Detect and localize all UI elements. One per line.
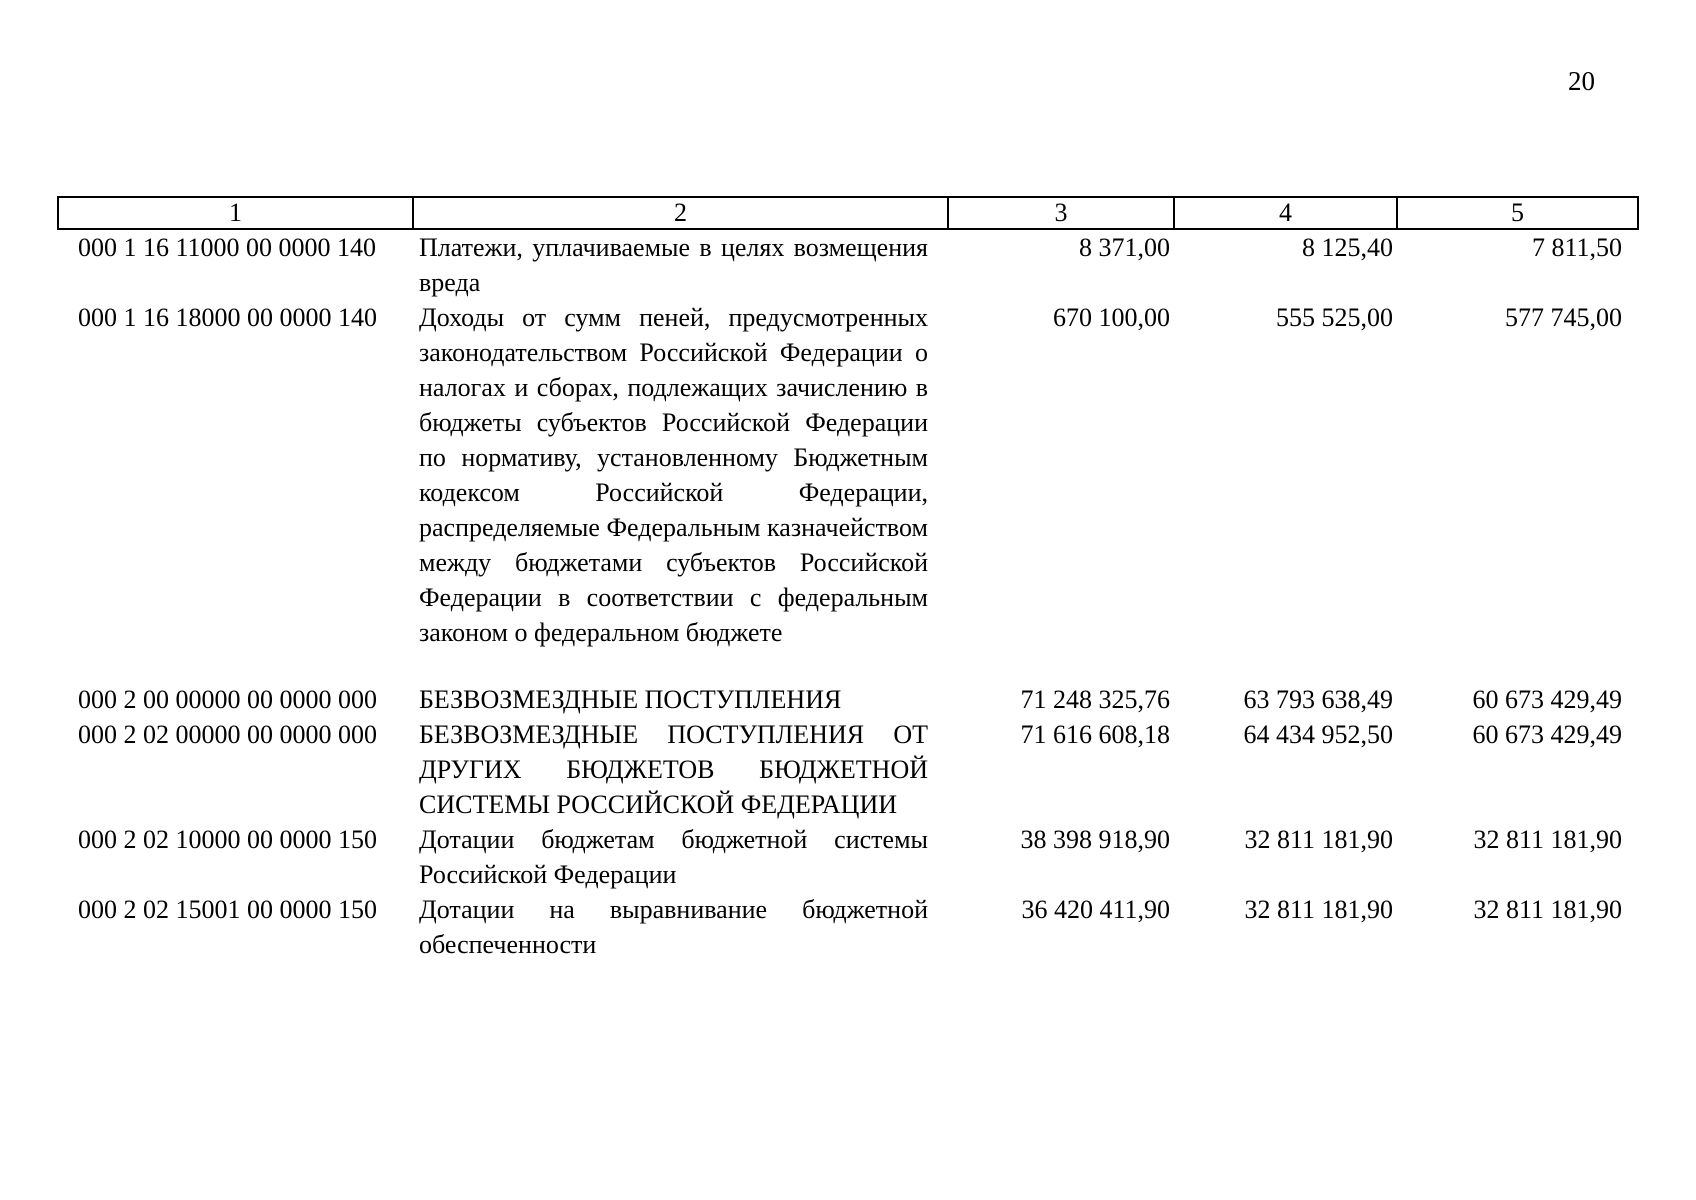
table-row (58, 300, 1638, 650)
table-row (58, 892, 1638, 962)
header-row (58, 197, 1638, 229)
item-name: Платежи, уплачиваемые в целях возмещения вреда (419, 233, 928, 297)
value-col-3: 670 100,00 (1053, 303, 1170, 332)
budget-code: 000 2 02 15001 00 0000 150 (78, 895, 377, 924)
value-col-5: 577 745,00 (1505, 303, 1622, 332)
budget-table (57, 196, 1639, 962)
page-number: 20 (1568, 66, 1595, 96)
value-col-3: 8 371,00 (1079, 233, 1170, 262)
header-col-5: 5 (1397, 197, 1638, 229)
value-col-4: 32 811 181,90 (1244, 825, 1393, 854)
value-col-5: 32 811 181,90 (1473, 825, 1622, 854)
value-col-5: 60 673 429,49 (1472, 720, 1622, 749)
budget-code: 000 2 02 00000 00 0000 000 (78, 720, 377, 749)
value-col-3: 71 616 608,18 (1020, 720, 1170, 749)
item-name: БЕЗВОЗМЕЗДНЫЕ ПОСТУПЛЕНИЯ (419, 685, 842, 714)
header-col-1: 1 (58, 197, 413, 229)
budget-code: 000 2 00 00000 00 0000 000 (78, 685, 377, 714)
budget-code: 000 2 02 10000 00 0000 150 (78, 825, 377, 854)
header-col-2: 2 (413, 197, 948, 229)
value-col-4: 64 434 952,50 (1243, 720, 1393, 749)
item-name: Дотации на выравнивание бюджетной обеспеченности (419, 895, 928, 959)
item-name: Доходы от сумм пеней, предусмотренных законодательством Российской Федерации о налогах и сборах, подлежащих зачислению в бюджеты субъектов Российской Федерации по нормативу, установленному Бюджетным кодексом Российской Федерации, распределяемые Федеральным казначейством между бюджетами субъектов Российской Федерации в соответствии с федеральным законом о федеральном бюджете (419, 303, 928, 647)
item-name: Дотации бюджетам бюджетной системы Российской Федерации (419, 825, 928, 889)
budget-code: 000 1 16 18000 00 0000 140 (78, 303, 377, 332)
table-header (58, 197, 1638, 229)
value-col-4: 63 793 638,49 (1243, 685, 1393, 714)
value-col-4: 555 525,00 (1276, 303, 1393, 332)
value-col-3: 38 398 918,90 (1020, 825, 1170, 854)
header-col-3: 3 (948, 197, 1174, 229)
table-row (58, 822, 1638, 892)
value-col-3: 36 420 411,90 (1021, 895, 1170, 924)
budget-code: 000 1 16 11000 00 0000 140 (78, 233, 377, 262)
header-col-4: 4 (1174, 197, 1397, 229)
table-row (58, 717, 1638, 822)
value-col-4: 32 811 181,90 (1244, 895, 1393, 924)
table-row (58, 229, 1638, 300)
item-name: БЕЗВОЗМЕЗДНЫЕ ПОСТУПЛЕНИЯ ОТ ДРУГИХ БЮДЖЕТОВ БЮДЖЕТНОЙ СИСТЕМЫ РОССИЙСКОЙ ФЕДЕРАЦИИ (419, 720, 928, 819)
table-row (58, 650, 1638, 717)
value-col-3: 71 248 325,76 (1020, 685, 1170, 714)
table-body (58, 229, 1638, 962)
value-col-4: 8 125,40 (1302, 233, 1393, 262)
value-col-5: 60 673 429,49 (1472, 685, 1622, 714)
value-col-5: 7 811,50 (1531, 233, 1622, 262)
value-col-5: 32 811 181,90 (1473, 895, 1622, 924)
